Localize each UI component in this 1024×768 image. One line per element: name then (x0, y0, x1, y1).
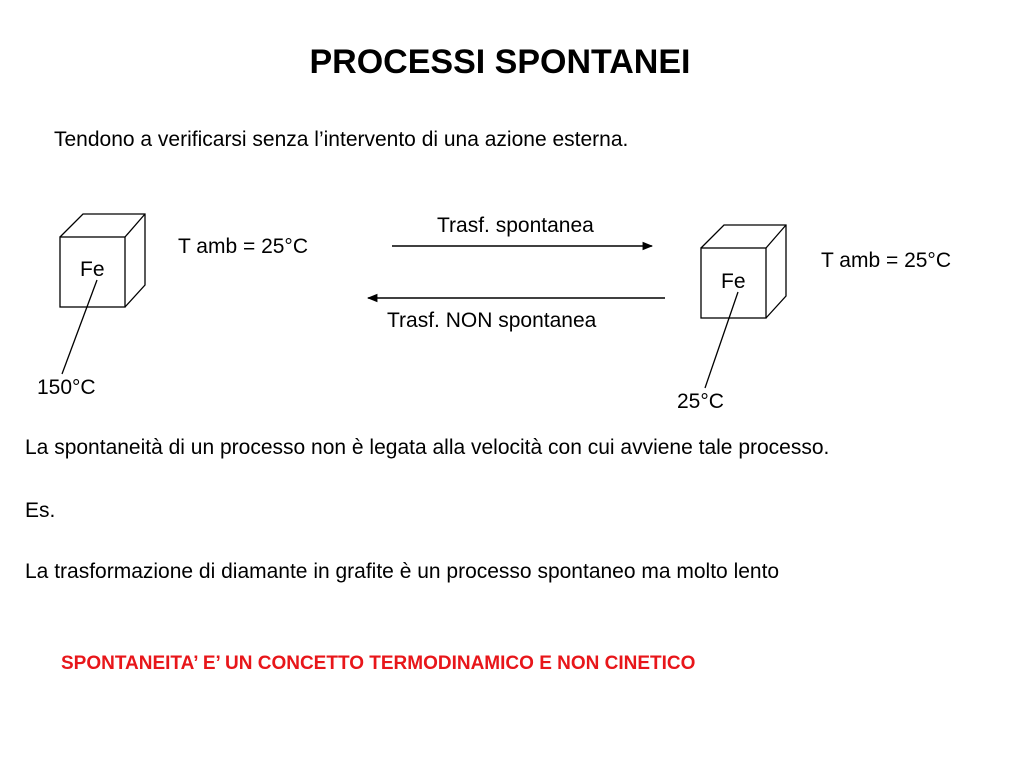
left-ambient-temperature: T amb = 25°C (178, 235, 308, 258)
body-line-diamond: La trasformazione di diamante in grafite è un processo spontaneo ma molto lento (25, 560, 780, 583)
right-temperature-leader (705, 292, 738, 388)
slide-subtitle: Tendono a verificarsi senza l’intervento di una azione esterna. (54, 128, 629, 151)
backward-arrow-label: Trasf. NON spontanea (387, 309, 597, 332)
left-temperature-leader (62, 280, 97, 374)
conclusion-statement: SPONTANEITA’ E’ UN CONCETTO TERMODINAMICO E NON CINETICO (61, 653, 696, 674)
right-block-temperature: 25°C (677, 390, 724, 413)
left-block-label: Fe (80, 258, 105, 281)
body-line-speed: La spontaneità di un processo non è legata alla velocità con cui avviene tale processo. (25, 436, 830, 459)
forward-arrow-label: Trasf. spontanea (437, 214, 594, 237)
left-block-temperature: 150°C (37, 376, 96, 399)
body-line-example: Es. (25, 499, 56, 522)
slide-title: PROCESSI SPONTANEI (309, 43, 691, 81)
right-ambient-temperature: T amb = 25°C (821, 249, 951, 272)
right-block-label: Fe (721, 270, 746, 293)
